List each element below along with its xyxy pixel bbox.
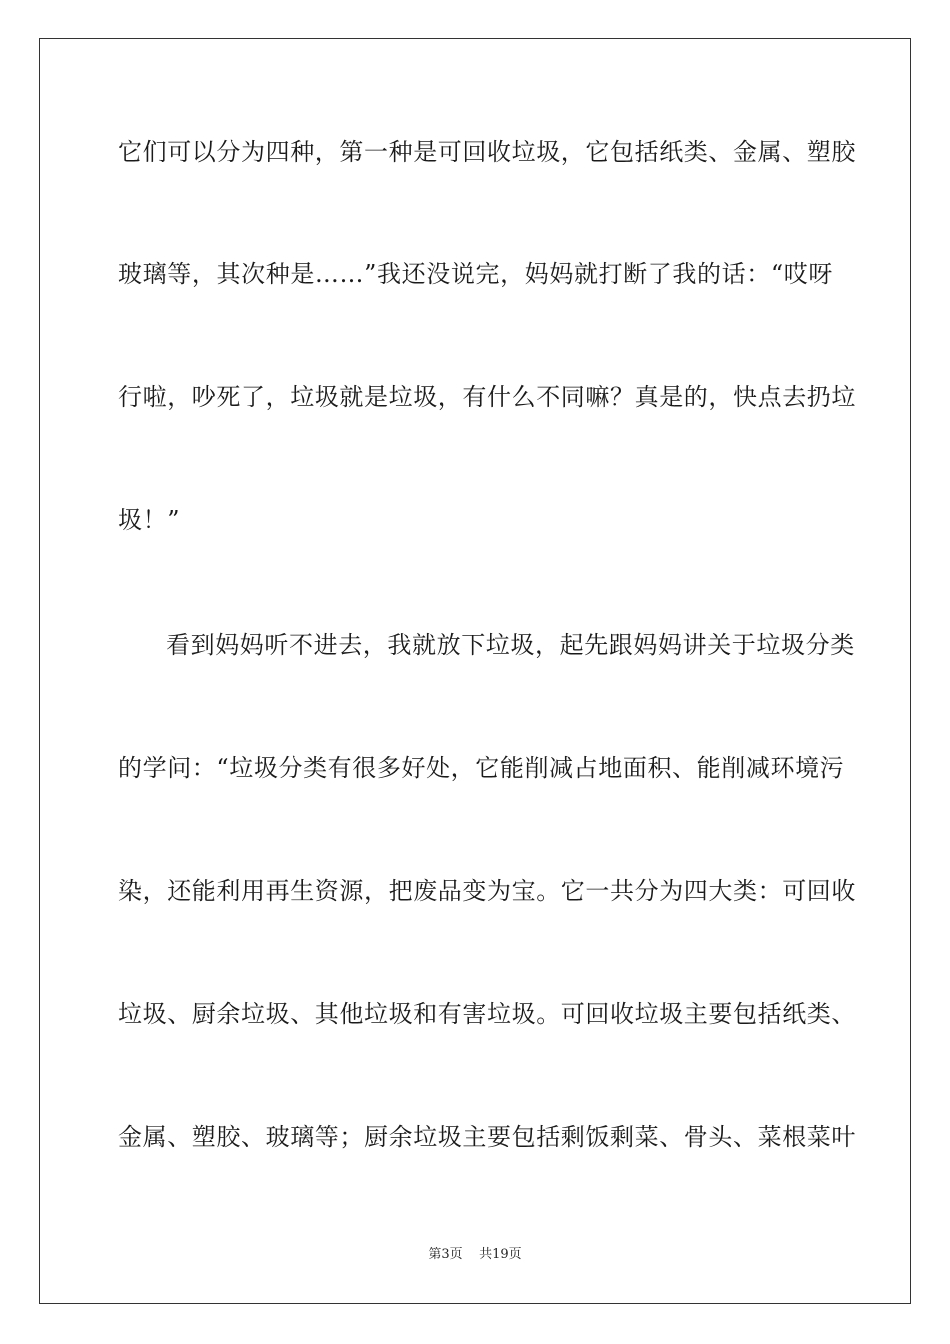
paragraph-line-5: 看到妈妈听不进去，我就放下垃圾，起先跟妈妈讲关于垃圾分类 bbox=[166, 631, 855, 659]
page-number: 第3页 bbox=[428, 1247, 463, 1262]
paragraph-line-3: 行啦，吵死了，垃圾就是垃圾，有什么不同嘛？真是的，快点去扔垃 bbox=[118, 383, 856, 411]
paragraph-line-4: 圾！” bbox=[118, 506, 181, 534]
paragraph-line-2: 玻璃等，其次种是……”我还没说完，妈妈就打断了我的话：“哎呀 bbox=[118, 260, 833, 288]
page-footer bbox=[0, 1246, 950, 1264]
paragraph-line-1: 它们可以分为四种，第一种是可回收垃圾，它包括纸类、金属、塑胶 bbox=[118, 138, 856, 166]
page-border bbox=[39, 38, 911, 1304]
paragraph-line-6: 的学问：“垃圾分类有很多好处，它能削减占地面积、能削减环境污 bbox=[118, 754, 845, 782]
page-total: 共19页 bbox=[479, 1247, 522, 1262]
paragraph-line-8: 垃圾、厨余垃圾、其他垃圾和有害垃圾。可回收垃圾主要包括纸类、 bbox=[118, 1000, 856, 1028]
paragraph-line-9: 金属、塑胶、玻璃等；厨余垃圾主要包括剩饭剩菜、骨头、菜根菜叶 bbox=[118, 1123, 856, 1151]
paragraph-line-7: 染，还能利用再生资源，把废品变为宝。它一共分为四大类：可回收 bbox=[118, 877, 856, 905]
